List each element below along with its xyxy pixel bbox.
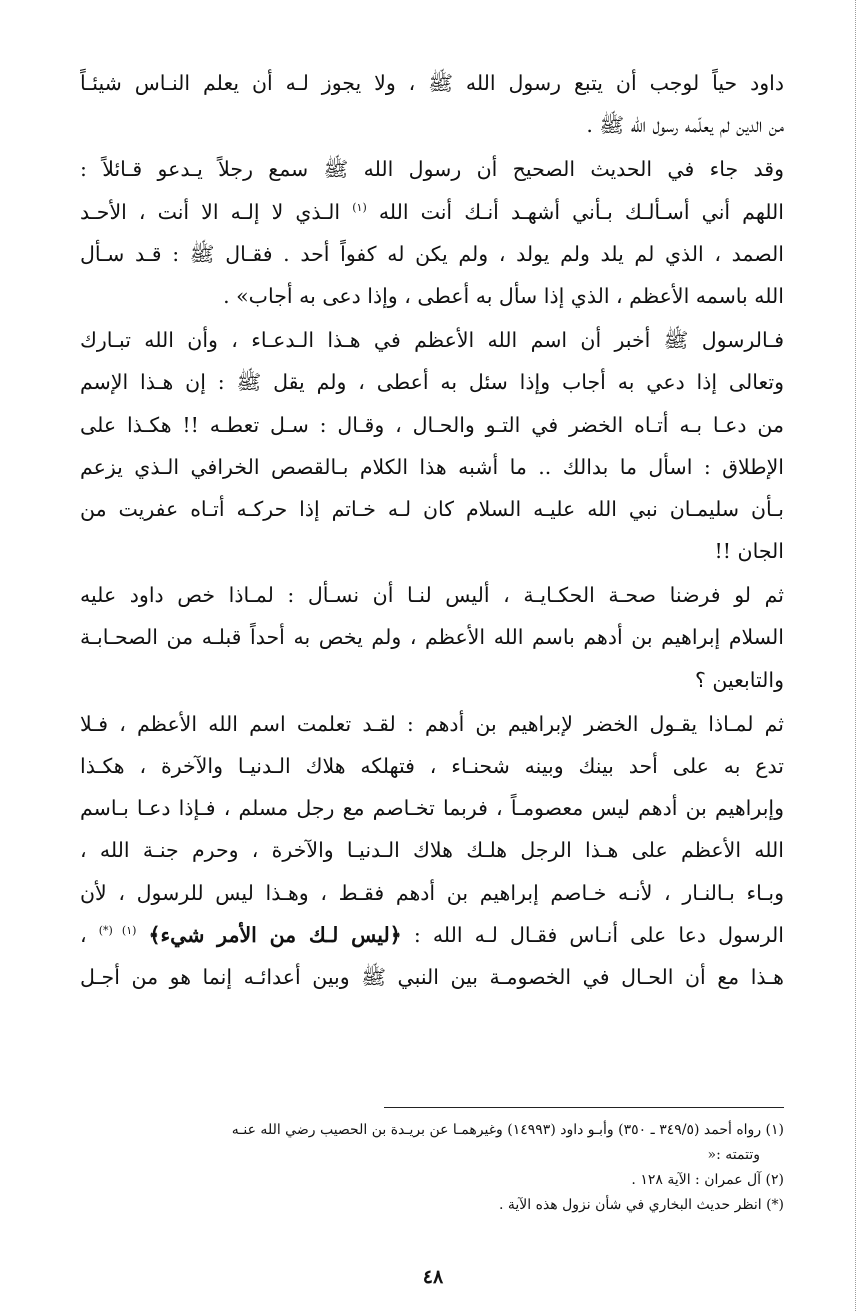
text-line: من دعـا بـه أتـاه الخضر في التـو والحـال ، وقـال : سـل تعطـه !! هكـذا على bbox=[80, 412, 784, 437]
paragraph-4 bbox=[80, 574, 784, 701]
text-line: هـذا مع أن الحـال في الخصومـة بين النبي ﷺ وبين أعدائـه إنما هو من أجـل bbox=[80, 964, 784, 989]
text-line: الله الأعظم على هـذا الرجل هلـك هلاك الـدنيـا والآخرة ، وحرم جنـة الله ، bbox=[80, 838, 784, 863]
page-edge-dotted-line bbox=[855, 0, 856, 1311]
text-line: ثم لو فرضنا صحـة الحكـايـة ، أليس لنـا أن نسـأل : لمـاذا خص داود عليه bbox=[80, 583, 784, 608]
text-line: الجان !! bbox=[714, 539, 784, 564]
footnote-star: (*) انظر حديث البخاري في شأن نزول هذه الآية . bbox=[498, 1197, 784, 1213]
text-line: وقد جاء في الحديث الصحيح أن رسول الله ﷺ سمع رجلاً يـدعو قـائلاً : bbox=[80, 157, 784, 182]
footnote-ref-2: (١) (*) bbox=[98, 923, 137, 937]
page-body bbox=[80, 62, 784, 998]
paragraph-1 bbox=[80, 62, 784, 146]
text-run: الرسول دعا على أنـاس فقـال لـه الله : bbox=[413, 922, 784, 947]
text-line: والتابعين ؟ bbox=[694, 667, 784, 692]
paragraph-3 bbox=[80, 319, 784, 572]
text-line: من الدين لم يعلّمه رسول الله ﷺ . bbox=[586, 113, 784, 138]
paragraph-2 bbox=[80, 148, 784, 317]
footnote-ref-1: (١) bbox=[352, 200, 367, 214]
text-line: الله باسمه الأعظم ، الذي إذا سأل به أعطى ، وإذا دعى به أجاب» . bbox=[223, 283, 784, 308]
text-line: وإبراهيم بن أدهم ليس معصومـاً ، فربما تخـاصم مع رجل مسلم ، فـإذا دعـا بـاسم bbox=[80, 796, 784, 821]
text-run: ، bbox=[80, 922, 87, 947]
footnote-2: (٢) آل عمران : الآية ١٢٨ . bbox=[631, 1172, 784, 1188]
text-line: الصمد ، الذي لم يلد ولم يولد ، ولم يكن له كفواً أحد . فقـال ﷺ : قـد سـأل bbox=[80, 241, 784, 266]
page-number: ٤٨ bbox=[422, 1266, 444, 1288]
text-run: الـذي لا إلـه الا أنت ، الأحـد bbox=[80, 199, 341, 224]
footnote-1-continuation: وتتمته :« bbox=[707, 1147, 760, 1163]
text-line: وبـاء بـالنـار ، لأنـه خـاصم إبراهيم بن أدهم فقـط ، وهـذا ليس للرسول ، لأن bbox=[80, 880, 784, 905]
quran-quote: ﴿ليس لـك من الأمر شيء﴾ bbox=[148, 922, 402, 947]
footnote-separator bbox=[384, 1107, 784, 1108]
paragraph-5 bbox=[80, 703, 784, 998]
text-line: بـأن سليمـان نبي الله عليـه السلام كان لـه خـاتم إذا حركـه أتـاه عفريت من bbox=[80, 496, 784, 521]
text-line bbox=[80, 191, 784, 233]
footnote-1: (١) رواه أحمد (٣٤٩/٥ ـ ٣٥٠) وأبـو داود (١٤٩٩٣) وغيرهمـا عن بريـدة بن الحصيب رضي الله عنـه bbox=[231, 1122, 784, 1138]
text-line: السلام إبراهيم بن أدهم باسم الله الأعظم ، ولم يخص به أحداً قبلـه من الصحـابـة bbox=[80, 625, 784, 650]
text-line: وتعالى إذا دعي به أجاب وإذا سئل به أعطى ، ولم يقل ﷺ : إن هـذا الإسم bbox=[80, 370, 784, 395]
text-line: فـالرسول ﷺ أخبر أن اسم الله الأعظم في هـذا الـدعـاء ، وأن الله تبـارك bbox=[80, 328, 784, 353]
text-line: داود حياً لوجب أن يتبع رسول الله ﷺ ، ولا يجوز لـه أن يعلم النـاس شيئـاً bbox=[80, 71, 784, 95]
text-line: الإطلاق : اسأل ما بدالك .. ما أشبه هذا الكلام بـالقصص الخرافي الـذي يزعم bbox=[80, 454, 784, 479]
text-line: ثم لمـاذا يقـول الخضر لإبراهيم بن أدهم : لقـد تعلمت اسم الله الأعظم ، فـلا bbox=[80, 711, 784, 736]
text-line: تدع به على أحد بينك وبينه شحنـاء ، فتهلكه هلاك الـدنيـا والآخرة ، هكـذا bbox=[80, 754, 784, 778]
footnotes bbox=[80, 1118, 784, 1218]
text-line bbox=[80, 914, 784, 956]
text-run: اللهم أني أسـألـك بـأني أشهـد أنـك أنت الله bbox=[378, 199, 784, 224]
